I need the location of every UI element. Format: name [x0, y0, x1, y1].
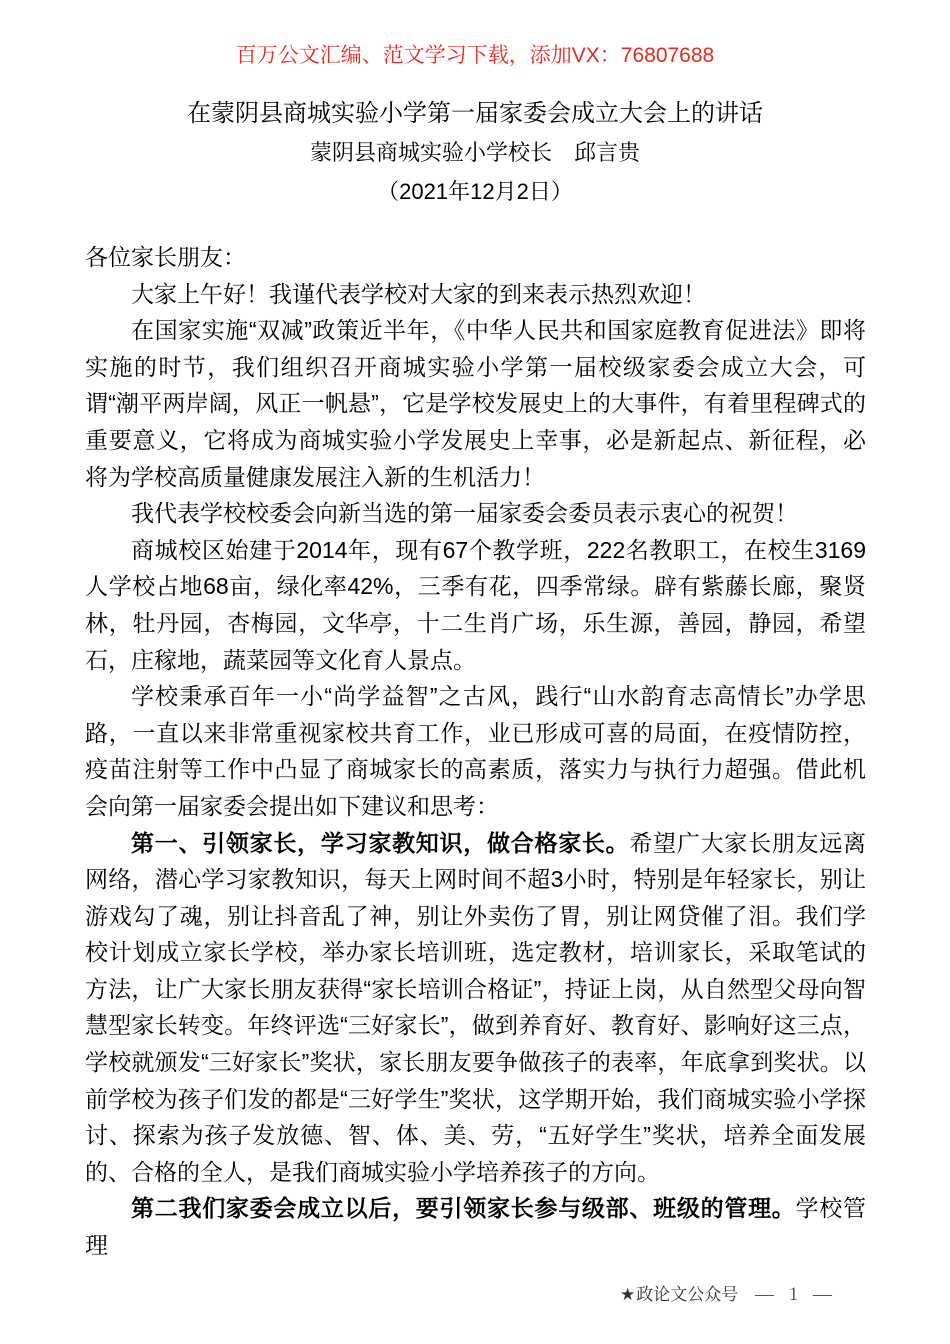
paragraph: 第一、引领家长，学习家教知识，做合格家长。希望广大家长朋友远离网络，潜心学习家教知识，每天上网时间不超3小时，特别是年轻家长，别让游戏勾了魂，别让抖音乱了神，别让外卖伤了胃，别让网贷催了泪。我们学校计划成立家长学校，举办家长培训班，选定教材，培训家长，采取笔试的方法，让广大家长朋友获得“家长培训合格证”，持证上岗，从自然型父母向智慧型家长转变。年终评选“三好家长”，做到养育好、教育好、影响好这三点，学校就颁发“三好家长”奖状，家长朋友要争做孩子的表率，年底拿到奖状。以前学校为孩子们发的都是“三好学生”奖状，这学期开始，我们商城实验小学探讨、探索为孩子发放德、智、体、美、劳，“五好学生”奖状，培养全面发展的、合格的全人，是我们商城实验小学培养孩子的方向。 [85, 829, 867, 1185]
paragraph: 商城校区始建于2014年，现有67个教学班，222名教职工，在校生3169人学校占地68亩，绿化率42%，三季有花，四季常绿。辟有紫藤长廊，聚贤林，牡丹园，杏梅园，文华亭，十二生肖广场，乐生源，善园，静园，希望石，庄稼地，蔬菜园等文化育人景点。 [85, 536, 866, 673]
paragraph-lead-bold: 第二我们家委会成立以后，要引领家长参与级部、班级的管理。 [131, 1195, 796, 1222]
paragraph: 学校秉承百年一小“尚学益智”之古风，践行“山水韵育志高情长”办学思路，一直以来非常重视家校共育工作，业已形成可喜的局面，在疫情防控，疫苗注射等工作中凸显了商城家长的高素质，落实力与执行力超强。借此机会向第一届家委会提出如下建议和思考： [85, 683, 866, 819]
page-title: 在蒙阴县商城实验小学第一届家委会成立大会上的讲话 [187, 100, 763, 127]
paragraph-lead-bold: 第一、引领家长，学习家教知识，做合格家长。 [131, 829, 630, 856]
paragraph: 在国家实施“双减”政策近半年，《中华人民共和国家庭教育促进法》即将实施的时节，我们组织召开商城实验小学第一届校级家委会成立大会，可谓“潮平两岸阔，风正一帆悬”，它是学校发展史上的大事件，有着里程碑式的重要意义，它将成为商城实验小学发展史上幸事，必是新起点、新征程，必将为学校高质量健康发展注入新的生机活力！ [85, 317, 866, 490]
date-line: （2021年12月2日） [377, 179, 573, 204]
author-line: 蒙阴县商城实验小学校长 邱言贵 [309, 140, 640, 165]
paragraph: 大家上午好！我谨代表学校对大家的到来表示热烈欢迎！ [131, 280, 706, 307]
paragraph: 我代表学校校委会向新当选的第一届家委会委员表示衷心的祝贺！ [131, 500, 798, 527]
document-body [85, 239, 866, 1264]
footer [620, 1284, 832, 1306]
page-number: — 1 — [755, 1284, 832, 1305]
salutation: 各位家长朋友： [85, 244, 246, 270]
star-icon: ★ [620, 1285, 636, 1304]
watermark-label: 政论文公众号 [636, 1285, 739, 1304]
promo-banner: 百万公文汇编、范文学习下载，添加VX：76807688 [235, 44, 715, 67]
paragraph: 第二我们家委会成立以后，要引领家长参与级部、班级的管理。学校管理 [85, 1195, 867, 1259]
